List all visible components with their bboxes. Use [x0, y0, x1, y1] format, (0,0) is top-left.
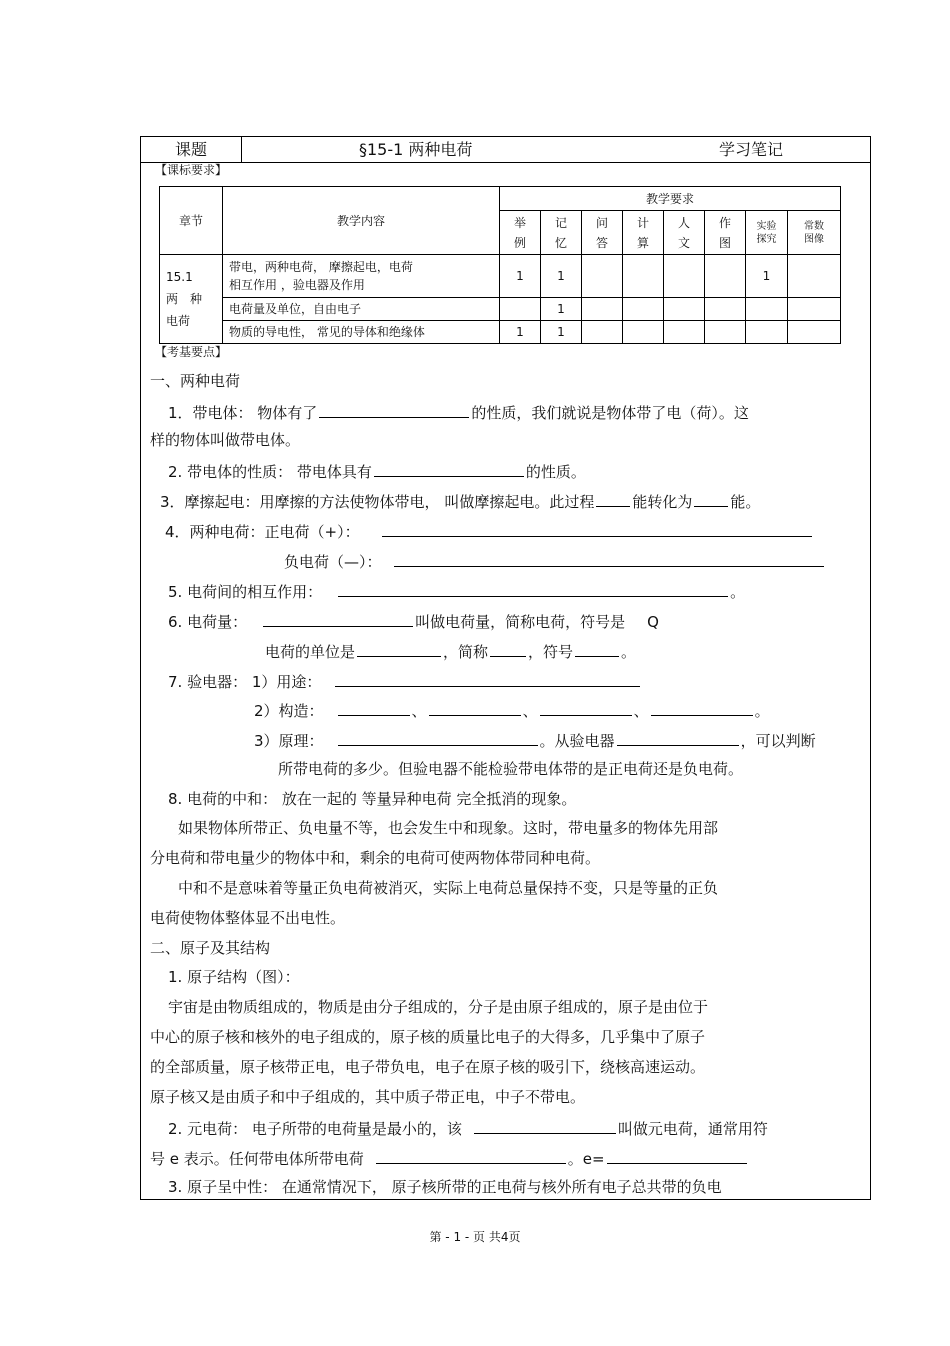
- item-4-positive: 4．两种电荷：正电荷（+）：: [165, 520, 814, 542]
- req-col-1-line-0: 记: [554, 215, 567, 230]
- atom-para-4: 原子核又是由质子和中子组成的，其中质子带正电，中子不带电。: [150, 1088, 586, 1106]
- col-requirements: 教学要求: [500, 187, 841, 211]
- item-1-cont: 样的物体叫做带电体。: [150, 431, 301, 449]
- content-0-content_a: 带电，两种电荷， 摩擦起电，电荷: [229, 260, 413, 274]
- para-2b: 电荷使物体整体显不出电性。: [150, 909, 346, 927]
- item-7-principle: 3）原理： 。从验电器 ，可以判断: [254, 729, 816, 751]
- req-value-2-6: [746, 321, 788, 344]
- content-2-content_a: 物质的导电性， 常见的导体和绝缘体: [229, 325, 425, 339]
- req-value-2-4: [664, 321, 705, 344]
- req-col-0-line-0: 举: [513, 215, 526, 230]
- req-col-3-line-1: 算: [636, 235, 649, 250]
- col-chapter: 章节: [160, 187, 223, 255]
- req-col-4-line-1: 文: [677, 235, 690, 250]
- req-value-0-5: [705, 255, 746, 298]
- req-col-5: [705, 211, 746, 255]
- topic-label: 课题: [141, 137, 242, 162]
- atom-item-2: 2. 元电荷： 电子所带的电荷量是最小的，该 叫做元电荷，通常用符: [168, 1117, 768, 1139]
- content-1-content_a: 电荷量及单位，自由电子: [229, 302, 362, 316]
- section-2-heading: 二、原子及其结构: [150, 939, 271, 957]
- req-col-0-line-1: 例: [513, 235, 526, 250]
- page-footer: 第 - 1 - 页 共4页: [429, 1230, 521, 1244]
- req-col-7-line-0: 常数: [804, 220, 824, 232]
- req-value-0-1: 1: [541, 255, 582, 298]
- req-col-5-line-1: 图: [718, 235, 731, 250]
- key-points-tag: 【考基要点】: [155, 345, 228, 359]
- atom-item-2-cont: 号 e 表示。任何带电体所带电荷 。e=: [150, 1147, 749, 1169]
- para-1a: 如果物体所带正、负电量不等，也会发生中和现象。这时，带电量多的物体先用部: [178, 819, 719, 837]
- para-1b: 分电荷和带电量少的物体中和，剩余的电荷可使两物体带同种电荷。: [150, 849, 601, 867]
- req-value-1-7: [788, 298, 841, 321]
- item-7-structure: 2）构造： 、 、 、 。: [254, 699, 770, 721]
- lesson-title: §15-1 两种电荷: [359, 140, 473, 159]
- req-value-1-4: [664, 298, 705, 321]
- req-value-2-2: [582, 321, 623, 344]
- req-value-0-2: [582, 255, 623, 298]
- curriculum-tag: 【课标要求】: [155, 163, 228, 177]
- notes-label: 学习笔记: [719, 140, 784, 159]
- content-cell-0: [223, 255, 500, 298]
- req-col-4-line-0: 人: [677, 215, 690, 230]
- col-content: 教学内容: [223, 187, 500, 255]
- content-cell-1: [223, 298, 500, 321]
- chapter-line-0: 15.1: [166, 270, 193, 284]
- req-value-1-1: 1: [541, 298, 582, 321]
- req-col-6-line-0: 实验: [756, 220, 777, 232]
- req-col-6: [746, 211, 788, 255]
- req-col-1-line-1: 忆: [554, 235, 567, 250]
- req-value-1-2: [582, 298, 623, 321]
- item-6-unit: 电荷的单位是 ，简称 ，符号 。: [265, 640, 636, 662]
- req-value-0-4: [664, 255, 705, 298]
- item-2: 2. 带电体的性质： 带电体具有 的性质。: [168, 460, 586, 482]
- content-0-content_b: 相互作用 ，验电器及作用: [229, 278, 365, 292]
- item-4-negative: 负电荷（—）：: [284, 550, 826, 572]
- req-col-7: [788, 211, 841, 255]
- atom-para-2: 中心的原子核和核外的电子组成的，原子核的质量比电子的大得多，几乎集中了原子: [150, 1028, 706, 1046]
- req-col-2-line-1: 答: [595, 235, 608, 250]
- chapter-line-1: 两 种: [166, 292, 203, 306]
- requirements-table: [159, 186, 841, 344]
- req-col-1: [541, 211, 582, 255]
- item-7-note: 所带电荷的多少。但验电器不能检验带电体带的是正电荷还是负电荷。: [278, 760, 744, 778]
- item-7-use: 7. 验电器： 1）用途：: [168, 670, 642, 692]
- req-value-2-3: [623, 321, 664, 344]
- atom-para-1: 宇宙是由物质组成的，物质是由分子组成的，分子是由原子组成的，原子是由位于: [168, 998, 709, 1016]
- req-col-2: [582, 211, 623, 255]
- item-8: 8. 电荷的中和： 放在一起的 等量异种电荷 完全抵消的现象。: [168, 790, 577, 808]
- title-row: [141, 137, 870, 163]
- atom-item-1: 1. 原子结构（图）：: [168, 968, 300, 986]
- req-col-5-line-0: 作: [718, 215, 731, 230]
- req-value-2-5: [705, 321, 746, 344]
- chapter-cell: [160, 255, 223, 344]
- item-1: 1．带电体： 物体有了 的性质，我们就说是物体带了电（荷）。这: [168, 401, 749, 423]
- req-value-1-0: [500, 298, 541, 321]
- req-col-7-line-1: 图像: [804, 233, 824, 245]
- req-value-2-1: 1: [541, 321, 582, 344]
- item-6: 6. 电荷量： 叫做电荷量，简称电荷，符号是 Q: [168, 610, 659, 632]
- req-col-6-line-1: 探究: [756, 233, 777, 245]
- req-value-2-0: 1: [500, 321, 541, 344]
- req-value-2-7: [788, 321, 841, 344]
- req-value-0-0: 1: [500, 255, 541, 298]
- req-value-0-6: 1: [746, 255, 788, 298]
- req-col-2-line-0: 问: [595, 215, 608, 230]
- req-col-3: [623, 211, 664, 255]
- content-cell-2: [223, 321, 500, 344]
- para-2a: 中和不是意味着等量正负电荷被消灭，实际上电荷总量保持不变，只是等量的正负: [178, 879, 719, 897]
- section-1-heading: 一、两种电荷: [150, 372, 241, 390]
- atom-para-3: 的全部质量，原子核带正电，电子带负电，电子在原子核的吸引下，绕核高速运动。: [150, 1058, 706, 1076]
- atom-item-3: 3. 原子呈中性： 在通常情况下， 原子核所带的正电荷与核外所有电子总共带的负电: [168, 1178, 722, 1196]
- req-value-1-6: [746, 298, 788, 321]
- item-3: 3．摩擦起电：用摩擦的方法使物体带电， 叫做摩擦起电。此过程 能转化为 能。: [160, 490, 760, 512]
- item-5: 5. 电荷间的相互作用： 。: [168, 580, 745, 602]
- req-col-4: [664, 211, 705, 255]
- chapter-line-2: 电荷: [166, 314, 191, 328]
- req-value-0-7: [788, 255, 841, 298]
- req-value-1-3: [623, 298, 664, 321]
- req-value-1-5: [705, 298, 746, 321]
- req-value-0-3: [623, 255, 664, 298]
- req-col-0: [500, 211, 541, 255]
- req-col-3-line-0: 计: [636, 215, 649, 230]
